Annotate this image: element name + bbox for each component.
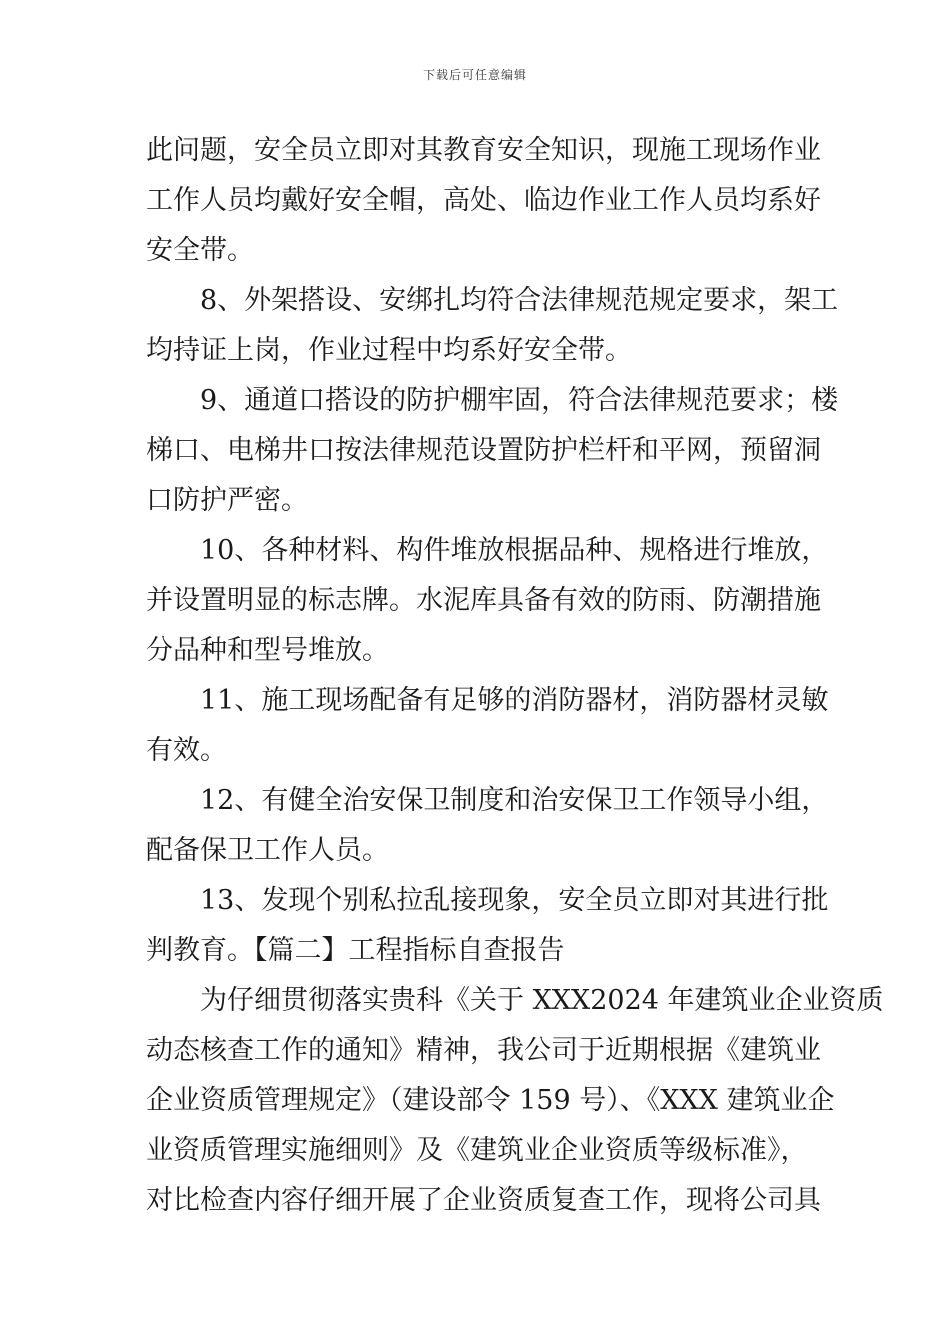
text-line: 并设置明显的标志牌。水泥库具备有效的防雨、防潮措施 <box>146 585 821 616</box>
paragraph-start-line: 9、通道口搭设的防护棚牢固，符合法律规范要求；楼 <box>200 385 839 416</box>
text-line: 企业资质管理规定》（建设部令 159 号）、《XXX 建筑业企 <box>146 1085 835 1116</box>
text-line: 有效。 <box>146 735 227 766</box>
paragraph-start-line: 10、各种材料、构件堆放根据品种、规格进行堆放， <box>200 535 829 566</box>
text-line: 口防护严密。 <box>146 485 308 516</box>
text-line: 动态核查工作的通知》精神，我公司于近期根据《建筑业 <box>146 1035 821 1066</box>
paragraph-start-line: 12、有健全治安保卫制度和治安保卫工作领导小组， <box>200 785 829 816</box>
text-line: 均持证上岗，作业过程中均系好安全带。 <box>146 335 632 366</box>
page-header: 下载后可任意编辑 <box>422 68 527 82</box>
text-line: 业资质管理实施细则》及《建筑业企业资质等级标准》， <box>146 1135 808 1166</box>
paragraph-start-line: 8、外架搭设、安绑扎均符合法律规范规定要求，架工 <box>200 285 839 316</box>
text-line: 此问题，安全员立即对其教育安全知识，现施工现场作业 <box>146 135 821 166</box>
text-line: 梯口、电梯井口按法律规范设置防护栏杆和平网，预留洞 <box>146 435 821 466</box>
text-line: 配备保卫工作人员。 <box>146 835 389 866</box>
paragraph-start-line: 13、发现个别私拉乱接现象，安全员立即对其进行批 <box>200 885 829 916</box>
text-line: 对比检查内容仔细开展了企业资质复查工作，现将公司具 <box>146 1185 821 1216</box>
text-line: 工作人员均戴好安全帽，高处、临边作业工作人员均系好 <box>146 185 821 216</box>
text-line: 安全带。 <box>146 235 254 266</box>
paragraph-start-line: 为仔细贯彻落实贵科《关于 XXX2024 年建筑业企业资质 <box>200 985 884 1016</box>
text-line: 分品种和型号堆放。 <box>146 635 389 666</box>
paragraph-start-line: 11、施工现场配备有足够的消防器材，消防器材灵敏 <box>200 685 829 716</box>
document-body <box>146 126 884 1226</box>
text-line: 判教育。【篇二】工程指标自查报告 <box>146 935 565 966</box>
